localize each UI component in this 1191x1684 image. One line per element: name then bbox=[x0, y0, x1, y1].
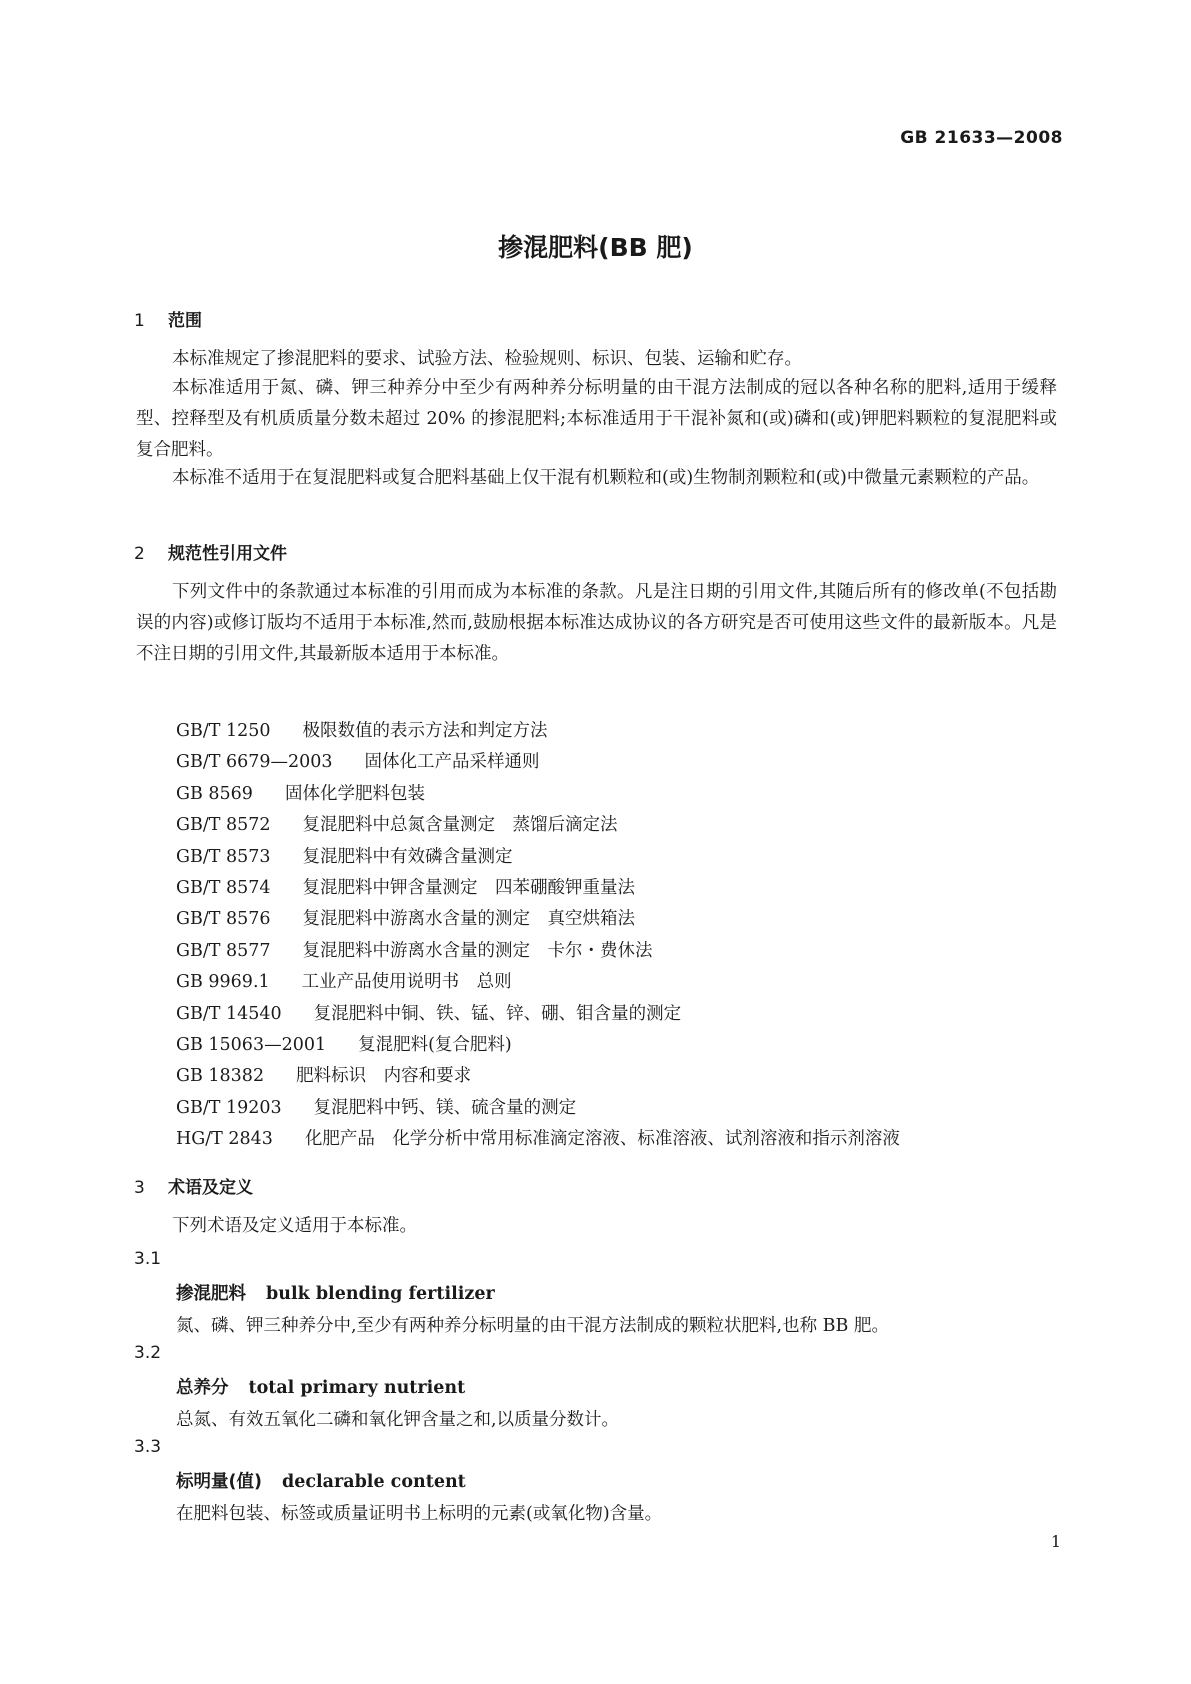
section-title: 规范性引用文件 bbox=[168, 544, 287, 564]
page-number: 1 bbox=[1050, 1532, 1061, 1551]
terms-intro: 下列术语及定义适用于本标准。 bbox=[172, 1216, 417, 1236]
reference-item: GB/T 8576 复混肥料中游离水含量的测定 真空烘箱法 bbox=[176, 909, 636, 930]
reference-item: GB 18382 肥料标识 内容和要求 bbox=[176, 1066, 472, 1087]
section-2-heading bbox=[134, 539, 287, 564]
section-number: 3 bbox=[134, 1178, 145, 1198]
term-number: 3.1 bbox=[134, 1249, 162, 1269]
reference-item: GB/T 8572 复混肥料中总氮含量测定 蒸馏后滴定法 bbox=[176, 815, 618, 836]
term-heading: 总养分 total primary nutrient bbox=[176, 1378, 466, 1398]
scope-paragraph-3: 本标准不适用于在复混肥料或复合肥料基础上仅干混有机颗粒和(或)生物制剂颗粒和(或)中微量元素颗粒的产品。 bbox=[172, 468, 1040, 488]
reference-item: GB/T 6679—2003 固体化工产品采样通则 bbox=[176, 752, 540, 773]
term-number: 3.3 bbox=[134, 1437, 162, 1457]
section-1-heading bbox=[134, 306, 202, 331]
term-heading: 掺混肥料 bulk blending fertilizer bbox=[176, 1284, 495, 1304]
term-definition: 在肥料包装、标签或质量证明书上标明的元素(或氧化物)含量。 bbox=[176, 1504, 663, 1524]
reference-item: GB 15063—2001 复混肥料(复合肥料) bbox=[176, 1035, 512, 1056]
scope-paragraph-2: 本标准适用于氮、磷、钾三种养分中至少有两种养分标明量的由干混方法制成的冠以各种名称的肥料,适用于缓释型、控释型及有机质质量分数未超过 20% 的掺混肥料;本标准适用于干混补氮和(或)磷和(或)钾肥料颗粒的复混肥料或复合肥料。 bbox=[136, 378, 1057, 460]
document-title: 掺混肥料(BB 肥) bbox=[498, 233, 693, 262]
term-heading: 标明量(值) declarable content bbox=[176, 1472, 466, 1492]
reference-item: GB/T 1250 极限数值的表示方法和判定方法 bbox=[176, 721, 548, 741]
reference-list bbox=[176, 716, 900, 1156]
section-title: 范围 bbox=[168, 311, 202, 331]
reference-item: GB 8569 固体化学肥料包装 bbox=[176, 783, 425, 804]
reference-item: GB/T 19203 复混肥料中钙、镁、硫含量的测定 bbox=[176, 1097, 577, 1118]
section-number: 1 bbox=[134, 311, 145, 331]
references-intro: 下列文件中的条款通过本标准的引用而成为本标准的条款。凡是注日期的引用文件,其随后所有的修改单(不包括勘误的内容)或修订版均不适用于本标准,然而,鼓励根据本标准达成协议的各方研究是否可使用这些文件的最新版本。凡是不注日期的引用文件,其最新版本适用于本标准。 bbox=[136, 582, 1057, 664]
reference-item: HG/T 2843 化肥产品 化学分析中常用标准滴定溶液、标准溶液、试剂溶液和指示剂溶液 bbox=[176, 1129, 900, 1150]
standard-number: GB 21633—2008 bbox=[900, 128, 1063, 148]
reference-item: GB/T 8573 复混肥料中有效磷含量测定 bbox=[176, 846, 513, 867]
reference-item: GB/T 8577 复混肥料中游离水含量的测定 卡尔・费休法 bbox=[176, 940, 653, 961]
section-number: 2 bbox=[134, 544, 145, 564]
term-number: 3.2 bbox=[134, 1343, 162, 1363]
scope-paragraph-1: 本标准规定了掺混肥料的要求、试验方法、检验规则、标识、包装、运输和贮存。 bbox=[172, 349, 802, 369]
term-definition: 氮、磷、钾三种养分中,至少有两种养分标明量的由干混方法制成的颗粒状肥料,也称 BB 肥。 bbox=[176, 1316, 889, 1336]
reference-item: GB/T 8574 复混肥料中钾含量测定 四苯硼酸钾重量法 bbox=[176, 878, 636, 899]
section-3-heading bbox=[134, 1173, 253, 1198]
reference-item: GB/T 14540 复混肥料中铜、铁、锰、锌、硼、钼含量的测定 bbox=[176, 1003, 682, 1024]
section-title: 术语及定义 bbox=[168, 1178, 253, 1198]
reference-item: GB 9969.1 工业产品使用说明书 总则 bbox=[176, 972, 512, 993]
term-definition: 总氮、有效五氧化二磷和氧化钾含量之和,以质量分数计。 bbox=[176, 1410, 620, 1430]
